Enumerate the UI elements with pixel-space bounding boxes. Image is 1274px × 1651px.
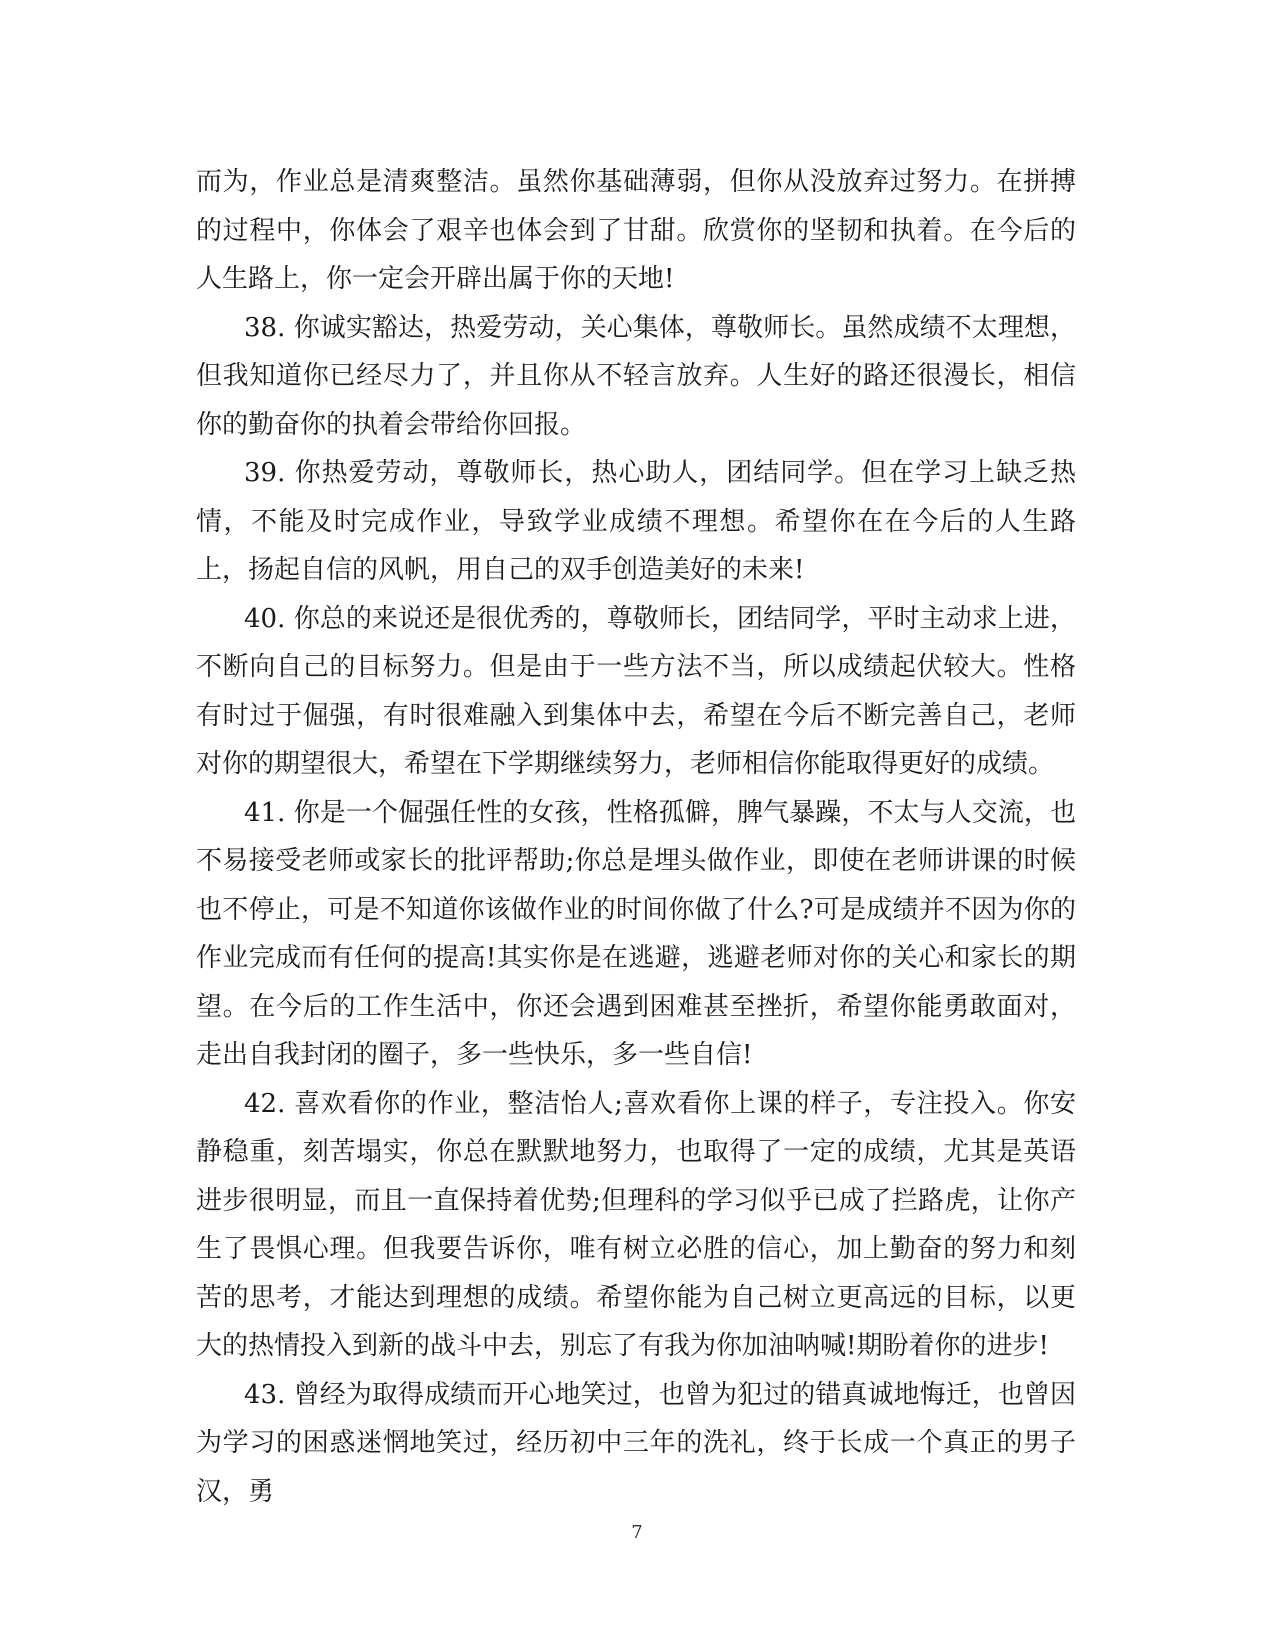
paragraph-continuation: 而为，作业总是清爽整洁。虽然你基础薄弱，但你从没放弃过努力。在拼搏的过程中，你体会了艰辛也体会到了甘甜。欣赏你的坚韧和执着。在今后的人生路上，你一定会开辟出属于你的天地! xyxy=(196,167,1076,294)
paragraph-41: 41. 你是一个倔强任性的女孩，性格孤僻，脾气暴躁，不太与人交流，也不易接受老师或家长的批评帮助;你总是埋头做作业，即使在老师讲课的时候也不停止，可是不知道你该做作业的时间你做了什么?可是成绩并不因为你的作业完成而有任何的提高!其实你是在逃避，逃避老师对你的关心和家长的期望。在今后的工作生活中，你还会遇到困难甚至挫折，希望你能勇敢面对，走出自我封闭的圈子，多一些快乐，多一些自信! xyxy=(196,797,1076,1070)
paragraph-40: 40. 你总的来说还是很优秀的，尊敬师长，团结同学，平时主动求上进，不断向自己的目标努力。但是由于一些方法不当，所以成绩起伏较大。性格有时过于倔强，有时很难融入到集体中去，希望在今后不断完善自己，老师对你的期望很大，希望在下学期继续努力，老师相信你能取得更好的成绩。 xyxy=(196,603,1076,779)
paragraph-42: 42. 喜欢看你的作业，整洁怡人;喜欢看你上课的样子，专注投入。你安静稳重，刻苦塌实，你总在默默地努力，也取得了一定的成绩，尤其是英语进步很明显，而且一直保持着优势;但理科的学习似乎已成了拦路虎，让你产生了畏惧心理。但我要告诉你，唯有树立必胜的信心，加上勤奋的努力和刻苦的思考，才能达到理想的成绩。希望你能为自己树立更高远的目标，以更大的热情投入到新的战斗中去，别忘了有我为你加油呐喊!期盼着你的进步! xyxy=(196,1088,1076,1361)
page-number: 7 xyxy=(631,1522,643,1543)
paragraph-38: 38. 你诚实豁达，热爱劳动，关心集体，尊敬师长。虽然成绩不太理想，但我知道你已经尽力了，并且你从不轻言放弃。人生好的路还很漫长，相信你的勤奋你的执着会带给你回报。 xyxy=(196,312,1076,440)
paragraph-39: 39. 你热爱劳动，尊敬师长，热心助人，团结同学。但在学习上缺乏热情，不能及时完成作业，导致学业成绩不理想。希望你在在今后的人生路上，扬起自信的风帆，用自己的双手创造美好的未来! xyxy=(196,458,1076,585)
document-body xyxy=(196,158,1076,1516)
paragraph-43: 43. 曾经为取得成绩而开心地笑过，也曾为犯过的错真诚地悔迁，也曾因为学习的困惑迷惘地笑过，经历初中三年的洗礼，终于长成一个真正的男子汉，勇 xyxy=(196,1379,1076,1507)
